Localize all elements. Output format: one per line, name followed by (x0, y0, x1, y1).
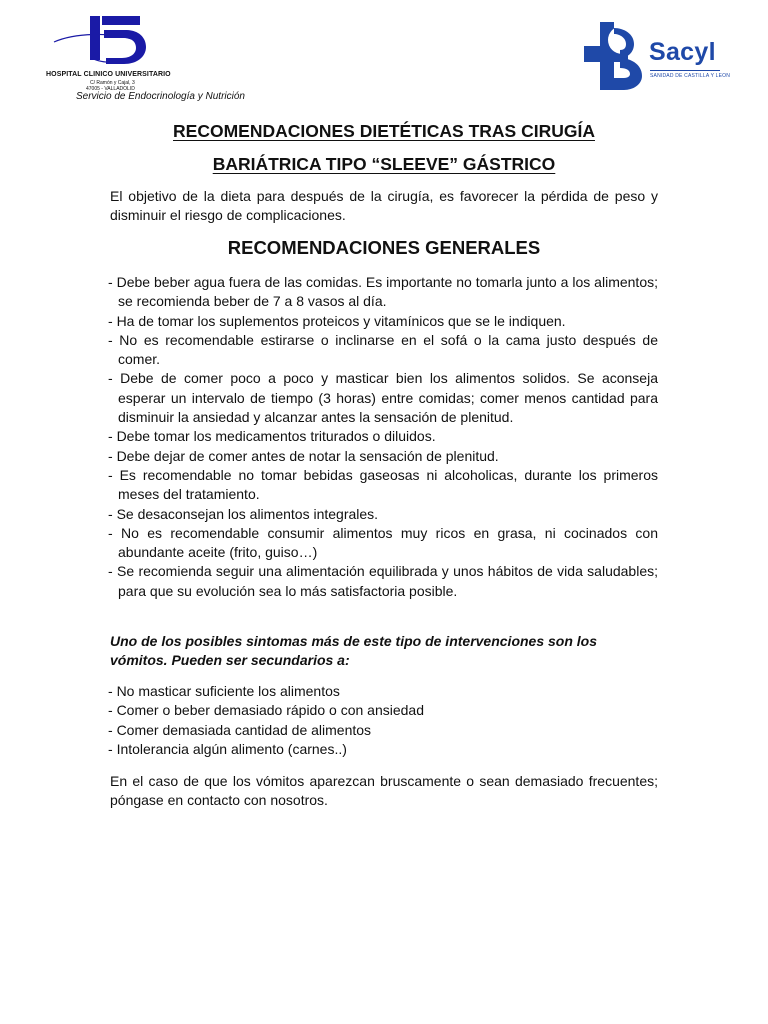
service-name: Servicio de Endocrinología y Nutrición (76, 91, 245, 102)
list-item: - Debe dejar de comer antes de notar la sensación de plenitud. (108, 447, 658, 466)
vomiting-note: Uno de los posibles sintomas más de este tipo de intervenciones son los vómitos. Pueden ser secundarios a: (110, 633, 598, 668)
hospital-name: HOSPITAL CLINICO UNIVERSITARIO (46, 71, 171, 78)
list-item: - No es recomendable consumir alimentos muy ricos en grasa, ni cocinados con abundante aceite (frito, guiso…) (108, 524, 658, 563)
list-item: - Debe de comer poco a poco y masticar bien los alimentos solidos. Se aconseja esperar un intervalo de tiempo (3 horas) entre comidas; comer menos cantidad para disminuir la ansiedad y alcanzar antes la sensación de plenitud. (108, 369, 658, 427)
sacyl-cross-logo-icon (584, 22, 644, 90)
intro-paragraph: El objetivo de la dieta para después de la cirugía, es favorecer la pérdida de peso y disminuir el riesgo de complicaciones. (110, 188, 658, 223)
list-item: - Ha de tomar los suplementos proteicos y vitamínicos que se le indiquen. (108, 312, 658, 331)
closing-paragraph: En el caso de que los vómitos aparezcan bruscamente o sean demasiado frecuentes; póngase en contacto con nosotros. (110, 773, 658, 808)
list-item: - Debe beber agua fuera de las comidas. Es importante no tomarla junto a los alimentos; se recomienda beber de 7 a 8 vasos al día. (108, 273, 658, 312)
general-recommendations-heading: RECOMENDACIONES GENERALES (227, 237, 541, 258)
hospital-address-city: 47005 - VALLADOLID (86, 86, 135, 92)
document-title-line2: BARIÁTRICA TIPO “SLEEVE” GÁSTRICO (212, 154, 556, 174)
list-item: - Debe tomar los medicamentos triturados o diluidos. (108, 427, 658, 446)
list-item: - Intolerancia algún alimento (carnes..) (108, 740, 658, 759)
recommendations-list (108, 273, 658, 601)
sacyl-subtitle: SANIDAD DE CASTILLA Y LEON (650, 73, 731, 79)
document-title-line1: RECOMENDACIONES DIETÉTICAS TRAS CIRUGÍA (173, 121, 595, 141)
list-item: - Es recomendable no tomar bebidas gaseosas ni alcoholicas, durante los primeros meses del tratamiento. (108, 466, 658, 505)
hospital-logo-icon (52, 12, 152, 70)
causes-list (108, 682, 658, 759)
list-item: - Se desaconsejan los alimentos integrales. (108, 505, 658, 524)
hospital-address-street: C/ Ramón y Cajal, 3 (90, 80, 135, 86)
list-item: - Comer demasiada cantidad de alimentos (108, 721, 658, 740)
sacyl-divider (650, 70, 720, 71)
sacyl-wordmark: Sacyl (649, 38, 716, 66)
list-item: - Se recomienda seguir una alimentación equilibrada y unos hábitos de vida saludables; para que su evolución sea lo más satisfactoria posible. (108, 562, 658, 601)
list-item: - Comer o beber demasiado rápido o con ansiedad (108, 701, 658, 720)
list-item: - No masticar suficiente los alimentos (108, 682, 658, 701)
list-item: - No es recomendable estirarse o inclinarse en el sofá o la cama justo después de comer. (108, 331, 658, 370)
